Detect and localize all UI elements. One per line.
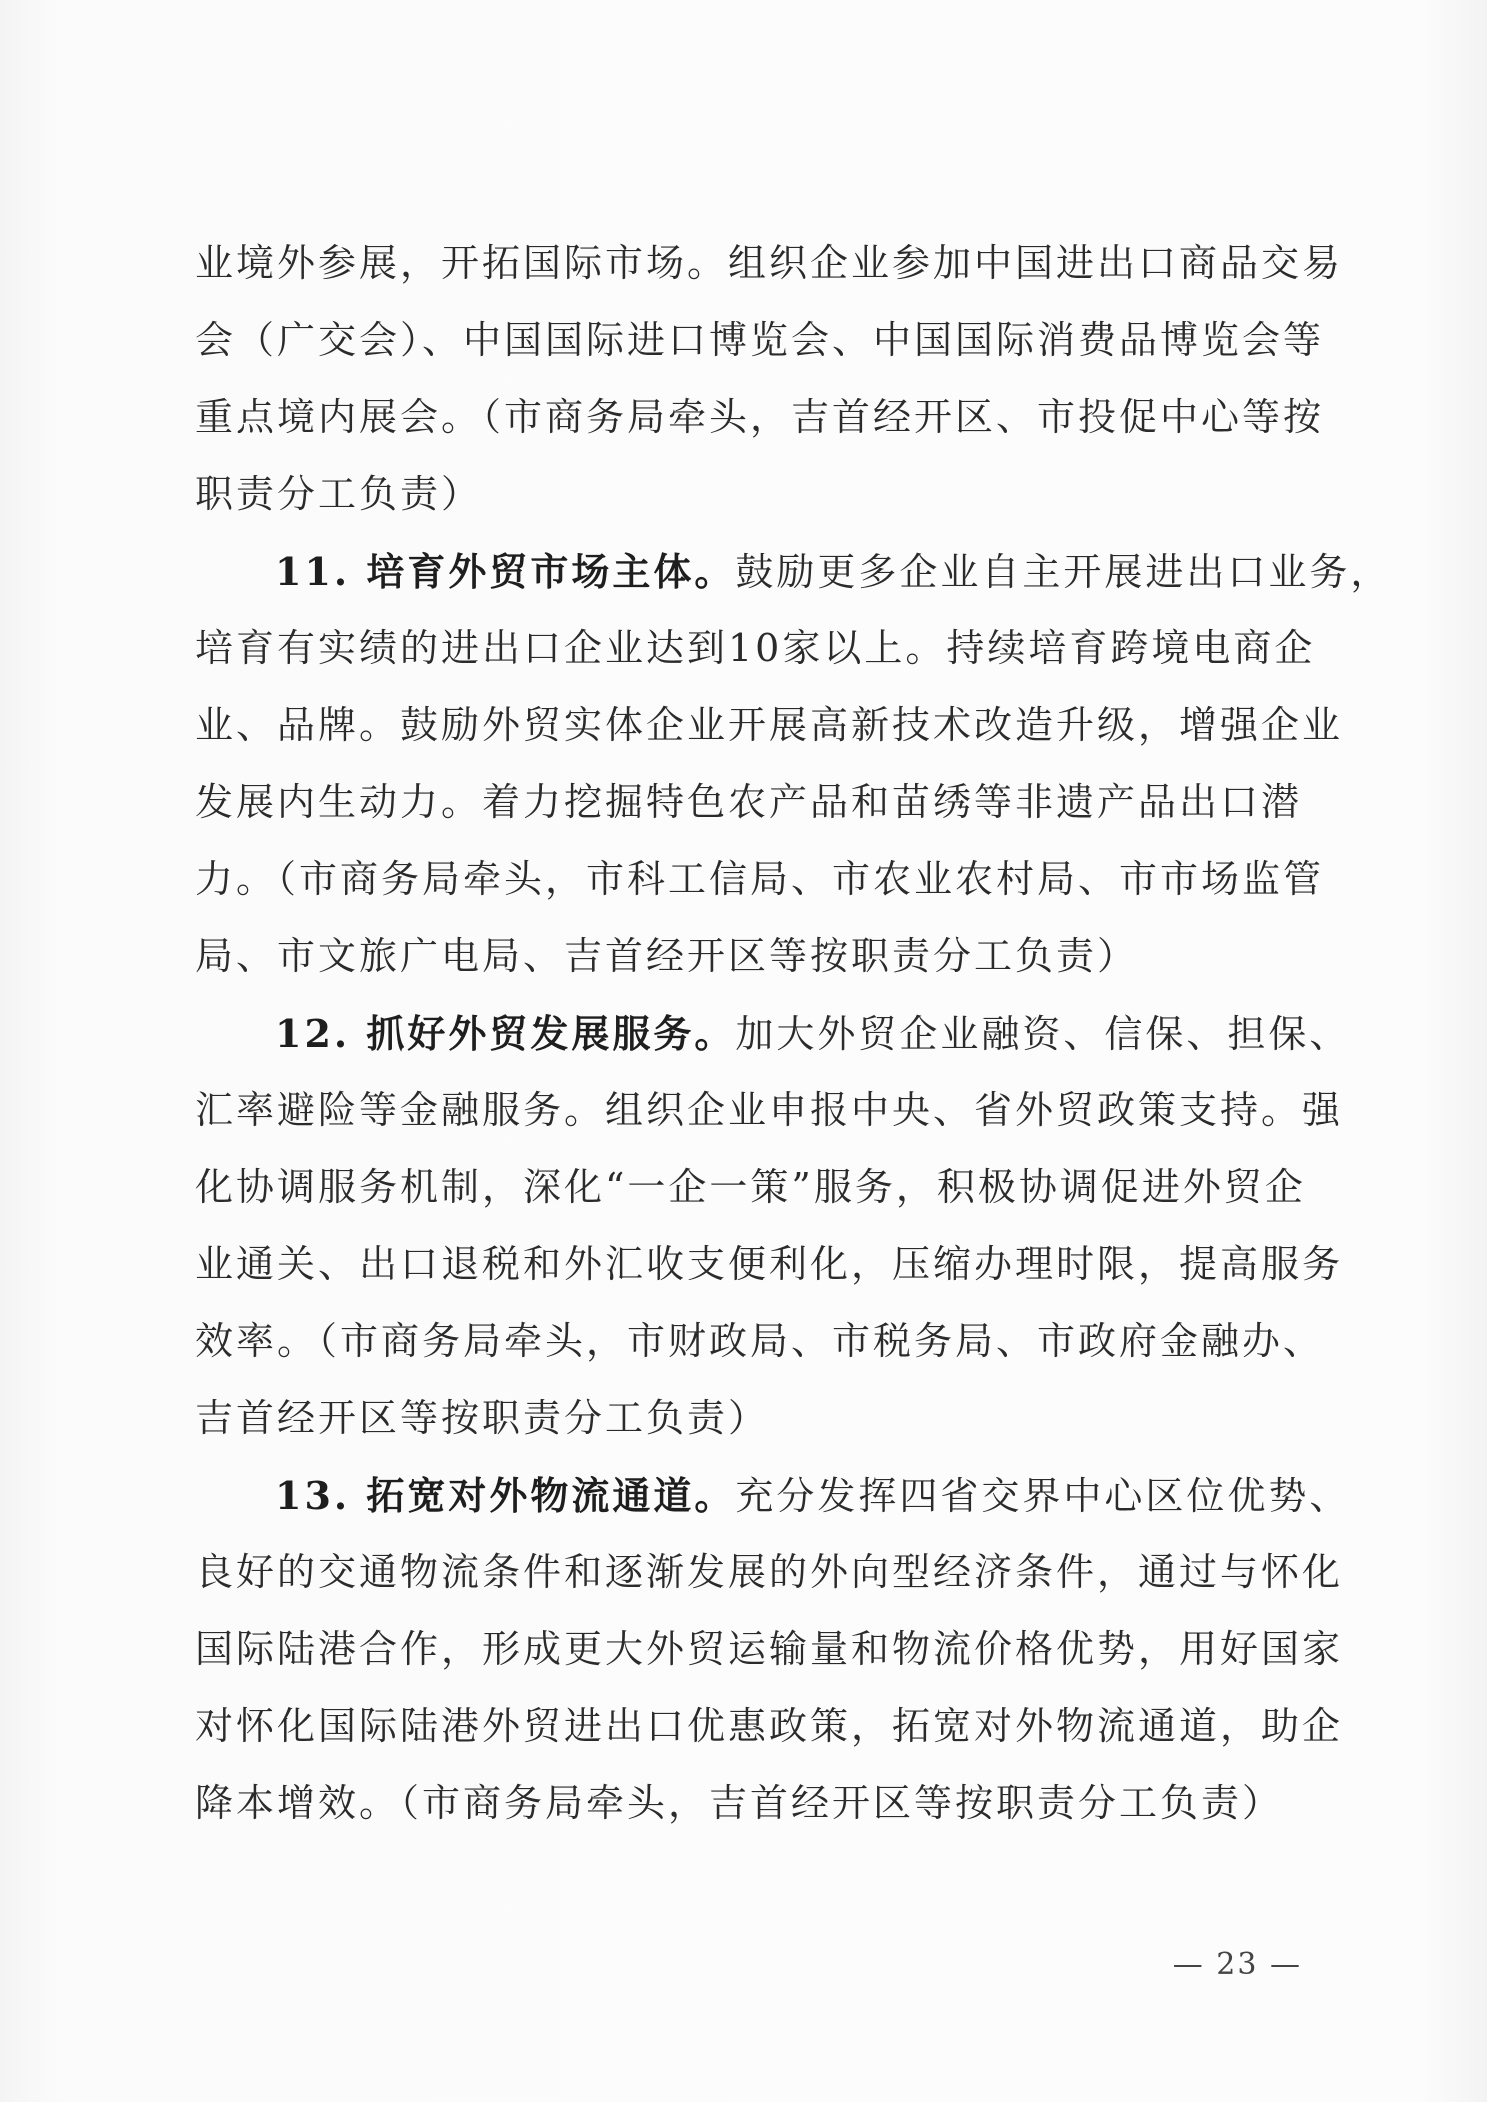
text-line: 汇率避险等金融服务。组织企业申报中央、省外贸政策支持。强 <box>195 1088 1344 1132</box>
text-line: 效率。（市商务局牵头，市财政局、市税务局、市政府金融办、 <box>195 1319 1325 1363</box>
section-12-heading: 12. 抓好外贸发展服务。 <box>275 1011 736 1056</box>
page-number: — 23 — <box>1172 1947 1302 1982</box>
section-11-heading: 11. 培育外贸市场主体。 <box>275 549 736 594</box>
section-13-line <box>195 1457 1351 1534</box>
text-line: 业通关、出口退税和外汇收支便利化，压缩办理时限，提高服务 <box>195 1242 1344 1286</box>
text-line: 重点境内展会。（市商务局牵头，吉首经开区、市投促中心等按 <box>195 395 1325 439</box>
text-line: 国际陆港合作，形成更大外贸运输量和物流价格优势，用好国家 <box>195 1627 1344 1671</box>
text-line: 良好的交通物流条件和逐渐发展的外向型经济条件，通过与怀化 <box>195 1550 1344 1594</box>
text-line: 化协调服务机制，深化“一企一策”服务，积极协调促进外贸企 <box>195 1165 1306 1209</box>
section-11-line <box>195 533 1392 610</box>
section-13-text: 充分发挥四省交界中心区位优势、 <box>735 1474 1351 1518</box>
text-line: 力。（市商务局牵头，市科工信局、市农业农村局、市市场监管 <box>195 857 1325 901</box>
section-12-line <box>195 995 1351 1072</box>
text-line: 对怀化国际陆港外贸进出口优惠政策，拓宽对外物流通道，助企 <box>195 1704 1344 1748</box>
text-line: 业境外参展，开拓国际市场。组织企业参加中国进出口商品交易 <box>195 241 1344 285</box>
section-12-text: 加大外贸企业融资、信保、担保、 <box>735 1012 1351 1056</box>
section-13-heading: 13. 拓宽对外物流通道。 <box>275 1473 736 1518</box>
text-line: 吉首经开区等按职责分工负责） <box>195 1396 770 1440</box>
section-11-text: 鼓励更多企业自主开展进出口业务， <box>735 550 1392 594</box>
text-line: 会（广交会）、中国国际进口博览会、中国国际消费品博览会等 <box>195 318 1325 362</box>
text-line: 局、市文旅广电局、吉首经开区等按职责分工负责） <box>195 934 1139 978</box>
text-line: 业、品牌。鼓励外贸实体企业开展高新技术改造升级，增强企业 <box>195 703 1344 747</box>
text-line: 职责分工负责） <box>195 472 483 516</box>
text-line: 发展内生动力。着力挖掘特色农产品和苗绣等非遗产品出口潜 <box>195 780 1303 824</box>
text-line: 降本增效。（市商务局牵头，吉首经开区等按职责分工负责） <box>195 1781 1284 1825</box>
document-body <box>195 225 1392 1842</box>
text-line: 培育有实绩的进出口企业达到10家以上。持续培育跨境电商企 <box>195 626 1316 670</box>
